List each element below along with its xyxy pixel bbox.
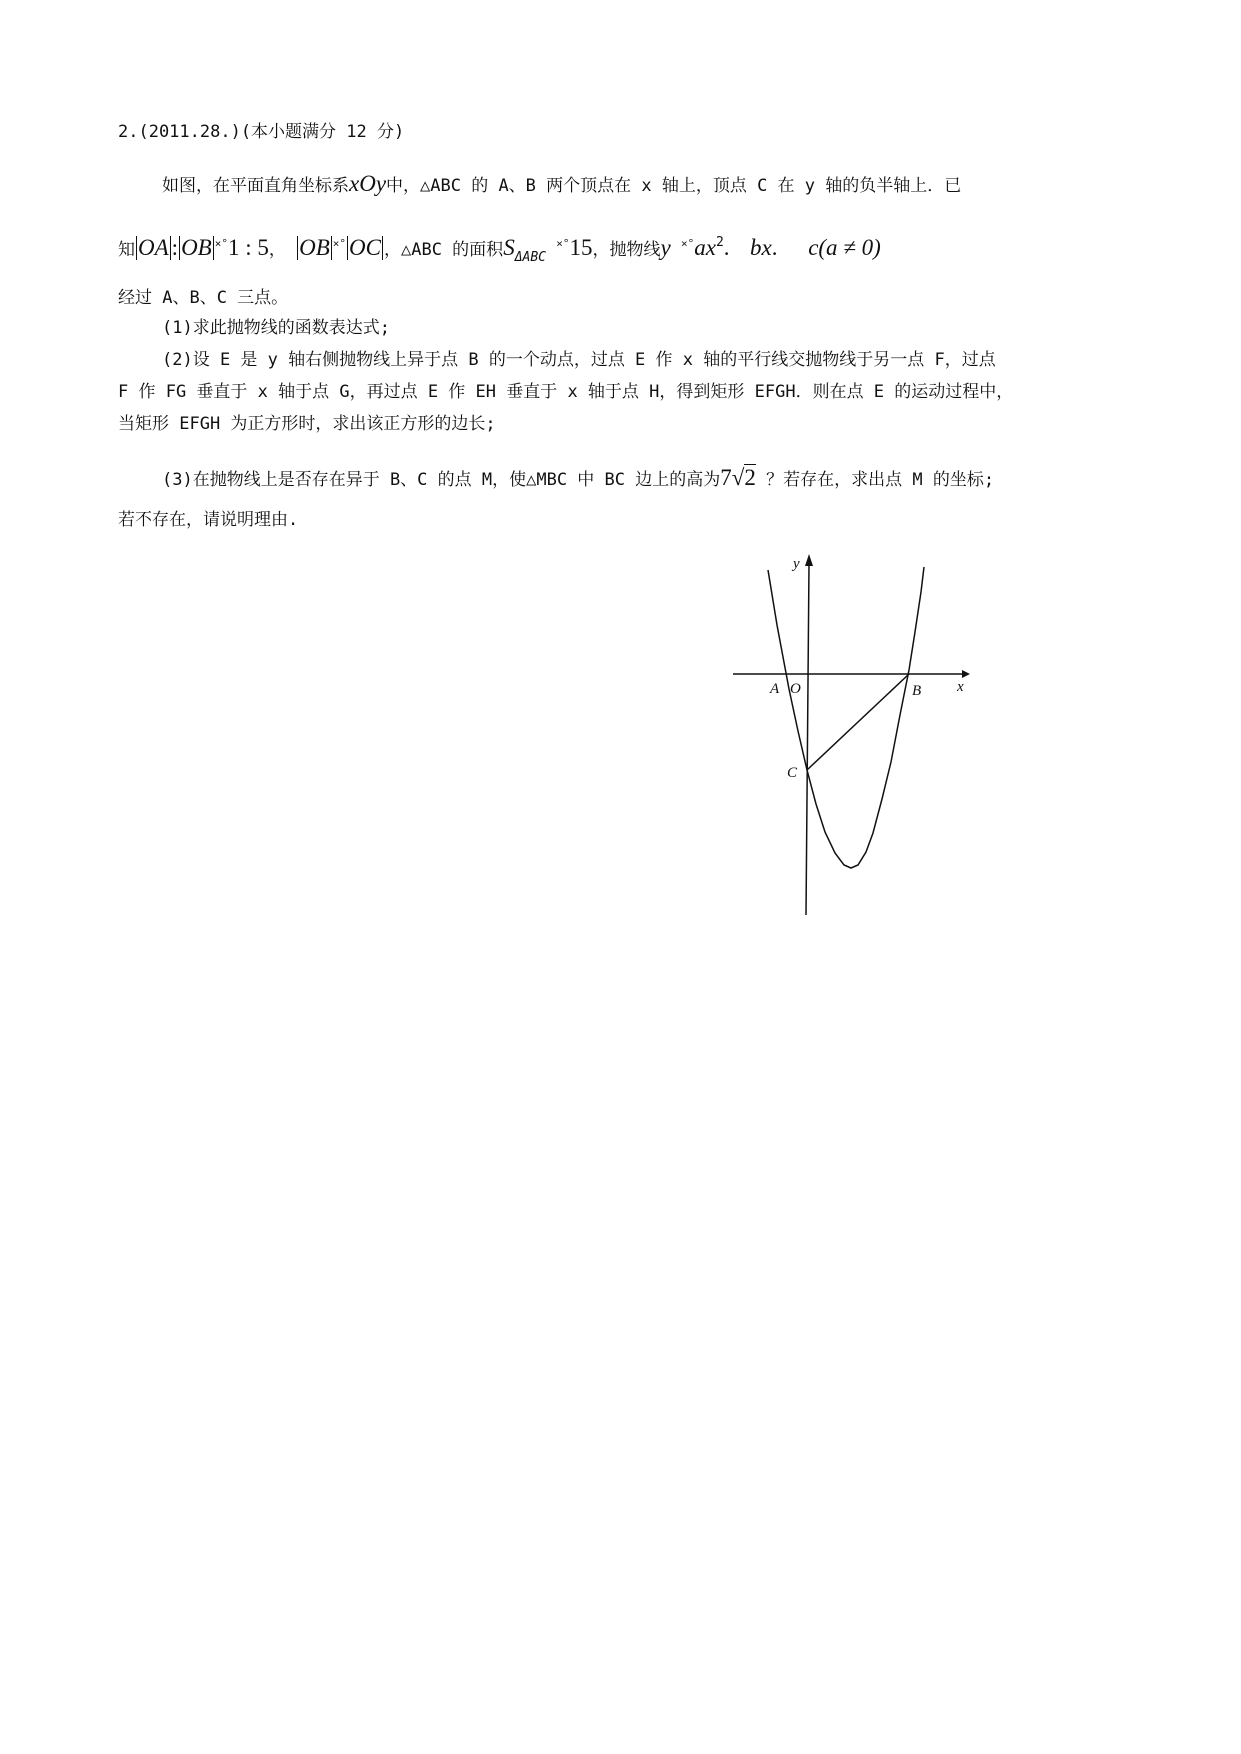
question-2-line-1: (2)设 E 是 y 轴右侧抛物线上异于点 B 的一个动点，过点 E 作 x 轴的平行线交抛物线于另一点 F，过点 (162, 350, 996, 370)
y-axis-arrow (805, 554, 813, 566)
coord-system: xOy (349, 171, 387, 196)
label-y: y (793, 556, 800, 572)
garbled-equals-3: ×° (556, 237, 570, 250)
through-line: 经过 A、B、C 三点。 (118, 288, 289, 308)
question-1: (1)求此抛物线的函数表达式; (162, 318, 390, 338)
y-axis (806, 564, 809, 915)
segment-OB: OB (181, 235, 212, 260)
question-3-text-a: (3)在抛物线上是否存在异于 B、C 的点 M，使△MBC 中 BC 边上的高为 (162, 470, 721, 490)
garbled-dot-1: . (723, 235, 730, 260)
x-axis-arrow (962, 670, 970, 678)
question-3-line-2: 若不存在，请说明理由. (118, 510, 299, 530)
segment-BC (807, 674, 909, 770)
question-2-line-3: 当矩形 EFGH 为正方形时，求出该正方形的边长; (118, 414, 496, 434)
garbled-dot-2: . (771, 235, 778, 260)
label-B: B (912, 683, 922, 699)
height-radicand: 2 (744, 465, 756, 490)
area-symbol: S (503, 235, 515, 260)
sqrt-sign: √ (731, 465, 745, 490)
label-O: O (790, 681, 801, 697)
area-text: ，△ABC 的面积 (384, 240, 504, 260)
question-2-line-2: F 作 FG 垂直于 x 轴于点 G，再过点 E 作 EH 垂直于 x 轴于点 H，得到矩形 EFGH．则在点 E 的运动过程中， (118, 382, 1014, 402)
parabola-curve (768, 567, 924, 868)
area-subscript: ΔABC (514, 250, 546, 265)
segment-OB-2: OB (299, 235, 330, 260)
segment-OA: OA (138, 235, 169, 260)
comma-1: ， (268, 240, 286, 260)
problem-header: 2.(2011.28.)(本小题满分 12 分) (118, 122, 405, 142)
question-3-line-1 (162, 466, 994, 489)
parabola-y: y (660, 235, 671, 260)
ratio-colon: : (171, 235, 179, 260)
parabola-ax: ax (694, 235, 716, 260)
label-C: C (787, 765, 798, 781)
parabola-bx: bx (750, 235, 772, 260)
question-3-text-b: ？若存在，求出点 M 的坐标; (766, 470, 995, 490)
area-value: 15 (569, 235, 593, 260)
condition-zhi: 知 (118, 240, 135, 260)
ratio-value: 1 : 5 (227, 235, 269, 260)
height-coefficient: 7 (720, 465, 732, 490)
parabola-exponent: 2 (715, 235, 724, 250)
label-A: A (770, 681, 780, 697)
garbled-equals-4: ×° (680, 237, 695, 250)
segment-OC: OC (349, 235, 381, 260)
figure-parabola (720, 552, 980, 922)
intro-text-b: 中，△ABC 的 A、B 两个顶点在 x 轴上，顶点 C 在 y 轴的负半轴上．已 (386, 176, 962, 196)
garbled-equals-2: ×° (332, 237, 347, 250)
condition-line (118, 236, 881, 264)
intro-line (162, 172, 961, 195)
intro-text-a: 如图，在平面直角坐标系 (162, 176, 349, 196)
garbled-equals-1: ×° (214, 237, 228, 250)
label-x: x (957, 679, 964, 695)
parabola-c-condition: c(a ≠ 0) (808, 235, 881, 260)
parabola-text: ，抛物线 (592, 240, 661, 260)
